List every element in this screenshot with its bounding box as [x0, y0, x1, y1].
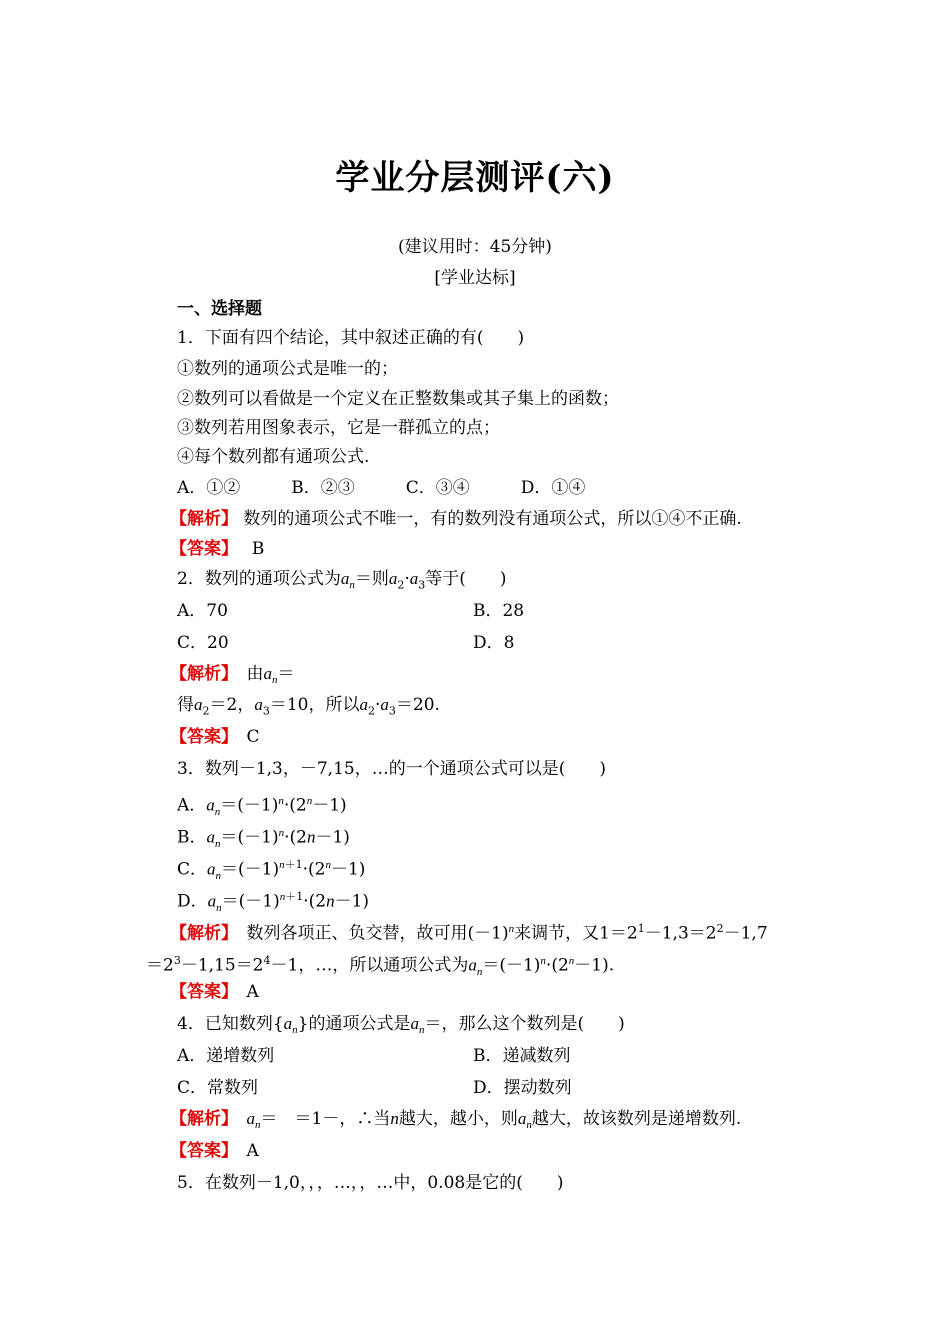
section-heading: 一、选择题: [177, 299, 262, 319]
question-1-stem: 1．下面有四个结论，其中叙述正确的有( ): [177, 328, 525, 348]
statement-3: ③数列若用图象表示，它是一群孤立的点；: [177, 418, 500, 438]
answer-label: 【答案】: [170, 539, 230, 559]
question-4-analysis: 【解析】 $a_n=$ ＝1－，∴当n越大，越小，则$a_n$越大，故该数列是递增数列.: [170, 1109, 742, 1132]
question-3-stem: 3．数列－1,3，－7,15，…的一个通项公式可以是( ): [177, 759, 606, 779]
time-note: (建议用时：45分钟): [398, 237, 552, 257]
option-a: A．$a_n=(-1)^n\cdot(2^n-1)$: [177, 795, 347, 819]
statement-1: ①数列的通项公式是唯一的；: [177, 359, 398, 379]
question-3-analysis-line2: $=2^3-1,15=2^4-1$，…，所以通项公式为$a_n=(-1)^n\cdot(2^n-1)$.: [146, 954, 615, 979]
question-2-analysis: 【解析】 由$a_n=$: [170, 664, 295, 687]
question-3-answer: 【答案】 A: [170, 982, 259, 1002]
statement-4: ④每个数列都有通项公式.: [177, 447, 370, 467]
analysis-label: 【解析】: [170, 509, 238, 529]
option-c: C．$a_n=(-1)^{n+1}\cdot(2^n-1)$: [177, 858, 366, 883]
question-2-analysis-line2: 得$a_2=2$，$a_3=10$，所以$a_2\cdot a_3=20$.: [177, 695, 440, 718]
question-2-answer: 【答案】 C: [170, 727, 260, 747]
question-1-answer: [170, 538, 264, 560]
question-4-answer: 【答案】 A: [170, 1141, 259, 1161]
analysis-text: 数列的通项公式不唯一，有的数列没有通项公式，所以①④不正确.: [243, 509, 742, 529]
option-b: B．28: [473, 601, 525, 621]
option-c: C．常数列: [177, 1078, 259, 1098]
option-d: D．摆动数列: [473, 1078, 572, 1098]
level-heading: [学业达标]: [434, 268, 516, 288]
statement-2: ②数列可以看做是一个定义在正整数集或其子集上的函数；: [177, 389, 619, 409]
option-b: B．$a_n=(-1)^n\cdot(2n-1)$: [177, 827, 350, 851]
answer-value: B: [251, 539, 265, 559]
page-title: 学业分层测评(六): [335, 158, 615, 198]
option-c: C．20: [177, 633, 229, 653]
question-4-stem: 4．已知数列$\{a_n\}$的通项公式是$a_n=$，那么这个数列是( ): [177, 1014, 625, 1037]
question-3-analysis: 【解析】 数列各项正、负交替，故可用$(-1)^n$来调节，又$1=2^1-1,3=2^2-1,7$: [170, 922, 768, 944]
question-2-stem: 2．数列的通项公式为$a_n=$则$a_2\cdot a_3$等于( ): [177, 569, 507, 592]
question-1-options: A．①② B．②③ C．③④ D．①④: [177, 478, 586, 498]
option-a: A．70: [177, 601, 228, 621]
question-1-analysis: [170, 508, 742, 530]
option-d: D．$a_n=(-1)^{n+1}\cdot(2n-1)$: [177, 890, 370, 915]
question-5-stem: 5．在数列－1,0，，，…，，…中，0.08是它的( ): [177, 1173, 564, 1193]
option-d: D．8: [473, 633, 515, 653]
option-a: A．递增数列: [177, 1046, 275, 1066]
option-b: B．递减数列: [473, 1046, 571, 1066]
